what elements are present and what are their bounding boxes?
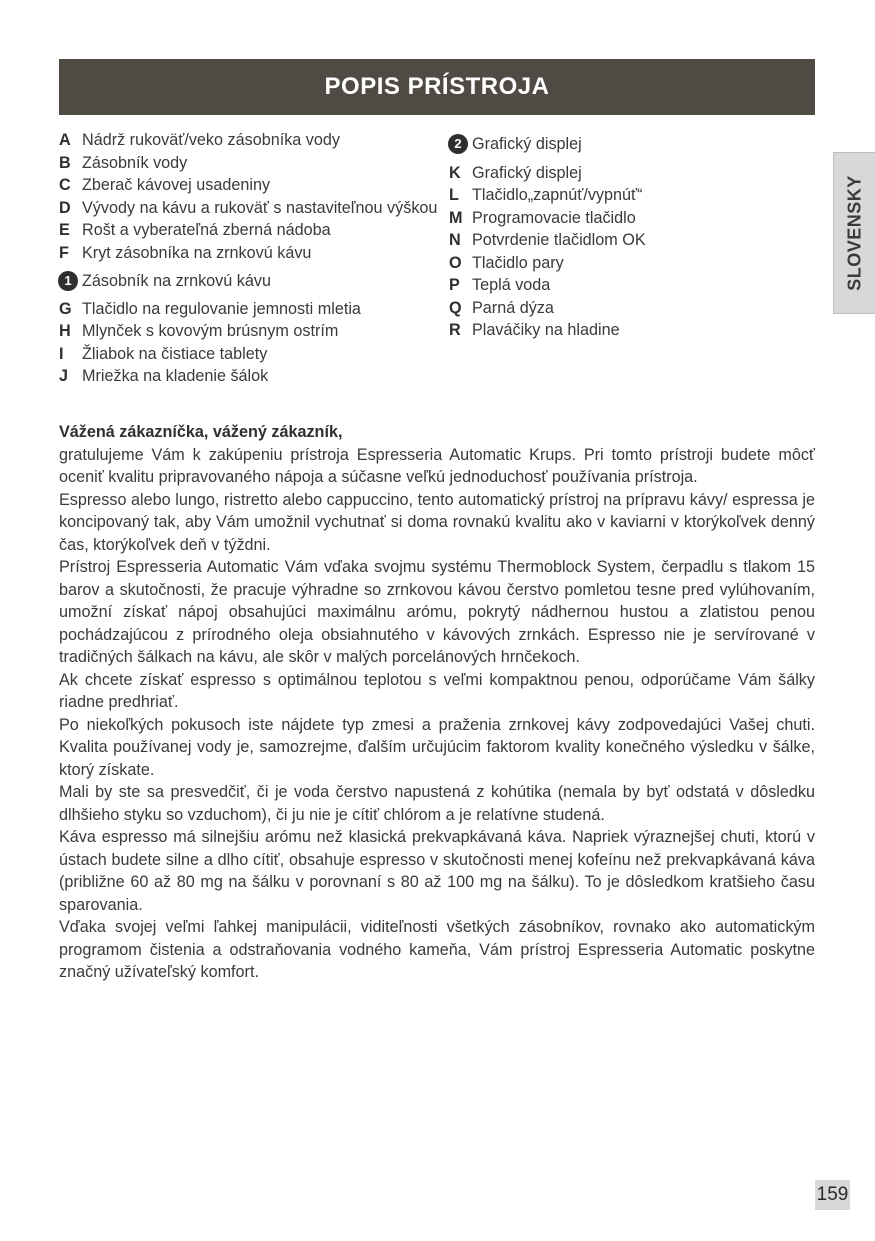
item-letter: G [59, 299, 72, 318]
paragraph: Káva espresso má silnejšiu arómu než klasická prekvapkávaná káva. Napriek výraznejšej chuti, ktorú v ústach budete silne a dlho cítiť, obsahuje espresso v skutočnosti menej kofeínu než prekvapkávaná káva (približne 60 až 80 mg na šálku v porovnaní s 80 až 100 mg na šálku). To je dôsledkom kratšieho času sparovania. [59, 828, 815, 914]
parts-list-right [449, 131, 819, 342]
item-letter: H [59, 322, 71, 340]
item-text: Potvrdenie tlačidlom OK [472, 231, 646, 249]
list-item [449, 184, 819, 207]
item-letter: P [449, 276, 460, 294]
list-item [59, 152, 439, 175]
item-text: Rošt a vyberateľná zberná nádoba [82, 221, 331, 239]
page-title: POPIS PRÍSTROJA [324, 73, 550, 100]
item-text: Mlynček s kovovým brúsnym ostrím [82, 322, 339, 340]
list-item [449, 252, 819, 275]
paragraph: gratulujeme Vám k zakúpeniu prístroja Espresseria Automatic Krups. Pri tomto prístroji budete môcť oceniť kvalitu pripravovaného nápoja a súčasne veľkú jednoduchosť používania prístroja. [59, 445, 815, 486]
list-item [59, 320, 439, 343]
paragraph: Prístroj Espresseria Automatic Vám vďaka svojmu systému Thermoblock System, čerpadlu s tlakom 15 barov a skutočnosti, že pracuje výhradne so zrnkovou kávou čerstvo pomletou tesne pred vylúhovaním, umožní získať nápoj obsahujúci maximálnu arómu, pokrytý nádhernou hustou a zlatistou penou pochádzajúcou z prírodného oleja obsiahnutého v kávových zrnkách. Espresso nie je servírované v tradičných šálkach na kávu, ale skôr v malých porcelánových hrnčekoch. [59, 558, 815, 666]
item-letter: R [449, 321, 461, 339]
language-tab [833, 152, 875, 314]
parts-list-left [59, 129, 439, 388]
item-letter: C [59, 176, 71, 194]
item-letter: J [59, 367, 69, 385]
list-item [59, 298, 439, 321]
list-item [59, 219, 439, 242]
paragraph: Po niekoľkých pokusoch iste nájdete typ zmesi a praženia zrnkovej kávy zodpovedajúci Vašej chuti. Kvalita používanej vody je, samozrejme, ďalším určujúcim faktorom kvality konečného výsledku v šálke, ktorý získate. [59, 715, 815, 779]
item-text: Mriežka na kladenie šálok [82, 367, 269, 385]
list-item [449, 229, 819, 252]
item-letter: I [59, 344, 64, 363]
greeting: Vážená zákazníčka, vážený zákazník, [59, 423, 343, 441]
item-text: Programovacie tlačidlo [472, 208, 636, 227]
item-letter: B [59, 153, 71, 172]
item-letter: K [449, 163, 461, 182]
list-item [449, 162, 819, 185]
item-letter: D [59, 198, 71, 217]
item-letter: F [59, 243, 69, 262]
paragraph: Ak chcete získať espresso s optimálnou teplotou s veľmi kompaktnou penou, odporúčame Vám šálky riadne predhriať. [59, 670, 815, 711]
item-letter: A [59, 131, 71, 149]
paragraph: Vďaka svojej veľmi ľahkej manipulácii, viditeľnosti všetkých zásobníkov, rovnako ako automatickým programom čistenia a odstraňovania vodného kameňa, Vám prístroj Espresseria Automatic poskytne značný užívateľský komfort. [59, 918, 815, 981]
item-text: Tlačidlo na regulovanie jemnosti mletia [82, 299, 361, 318]
page-number: 159 [815, 1180, 850, 1210]
item-text: Plaváčiky na hladine [472, 321, 620, 339]
paragraph: Espresso alebo lungo, ristretto alebo cappuccino, tento automatický prístroj na prípravu kávy/ espressa je koncipovaný tak, aby Vám umožnil vychutnať si doma rovnakú kvalitu ako v kaviarni v ktorýkoľvek denný čas, ktorýkoľvek deň v týždni. [59, 490, 815, 554]
list-item [59, 174, 439, 197]
title-banner [59, 59, 815, 115]
list-item [59, 365, 439, 388]
list-item [59, 129, 439, 152]
item-text: Nádrž rukoväť/veko zásobníka vody [82, 131, 341, 149]
language-tab-label: SLOVENSKY [844, 175, 864, 291]
item-text: Tlačidlo pary [472, 253, 564, 272]
intro-text [59, 421, 815, 984]
group-heading-1 [58, 270, 439, 293]
item-letter: E [59, 221, 70, 239]
item-text: Zásobník vody [82, 153, 188, 172]
list-item [449, 297, 819, 320]
group-label: Grafický displej [472, 135, 582, 153]
item-text: Vývody na kávu a rukoväť s nastaviteľnou výškou [82, 198, 438, 217]
number-circle-icon: 2 [448, 134, 468, 154]
item-letter: L [449, 186, 459, 204]
item-text: Žliabok na čistiace tablety [82, 344, 268, 363]
group-label: Zásobník na zrnkovú kávu [82, 272, 271, 290]
list-item [449, 207, 819, 230]
list-item [449, 319, 819, 342]
item-letter: N [449, 231, 461, 249]
item-letter: M [449, 208, 463, 227]
list-item [449, 274, 819, 297]
item-text: Tlačidlo„zapnúť/vypnúť“ [472, 186, 643, 204]
number-circle-icon: 1 [58, 271, 78, 291]
item-text: Kryt zásobníka na zrnkovú kávu [82, 243, 312, 262]
list-item [59, 197, 439, 220]
list-item [59, 242, 439, 265]
item-text: Teplá voda [472, 276, 551, 294]
item-text: Zberač kávovej usadeniny [82, 176, 271, 194]
group-heading-2 [448, 133, 819, 156]
item-letter: O [449, 253, 462, 272]
item-letter: Q [449, 298, 462, 317]
item-text: Parná dýza [472, 298, 554, 317]
list-item [59, 343, 439, 366]
paragraph: Mali by ste sa presvedčiť, či je voda čerstvo napustená z kohútika (nemala by byť odstatá v dôsledku dlhšieho styku so vzduchom), či ju nie je cítiť chlórom a je relatívne studená. [59, 783, 815, 824]
item-text: Grafický displej [472, 163, 582, 182]
